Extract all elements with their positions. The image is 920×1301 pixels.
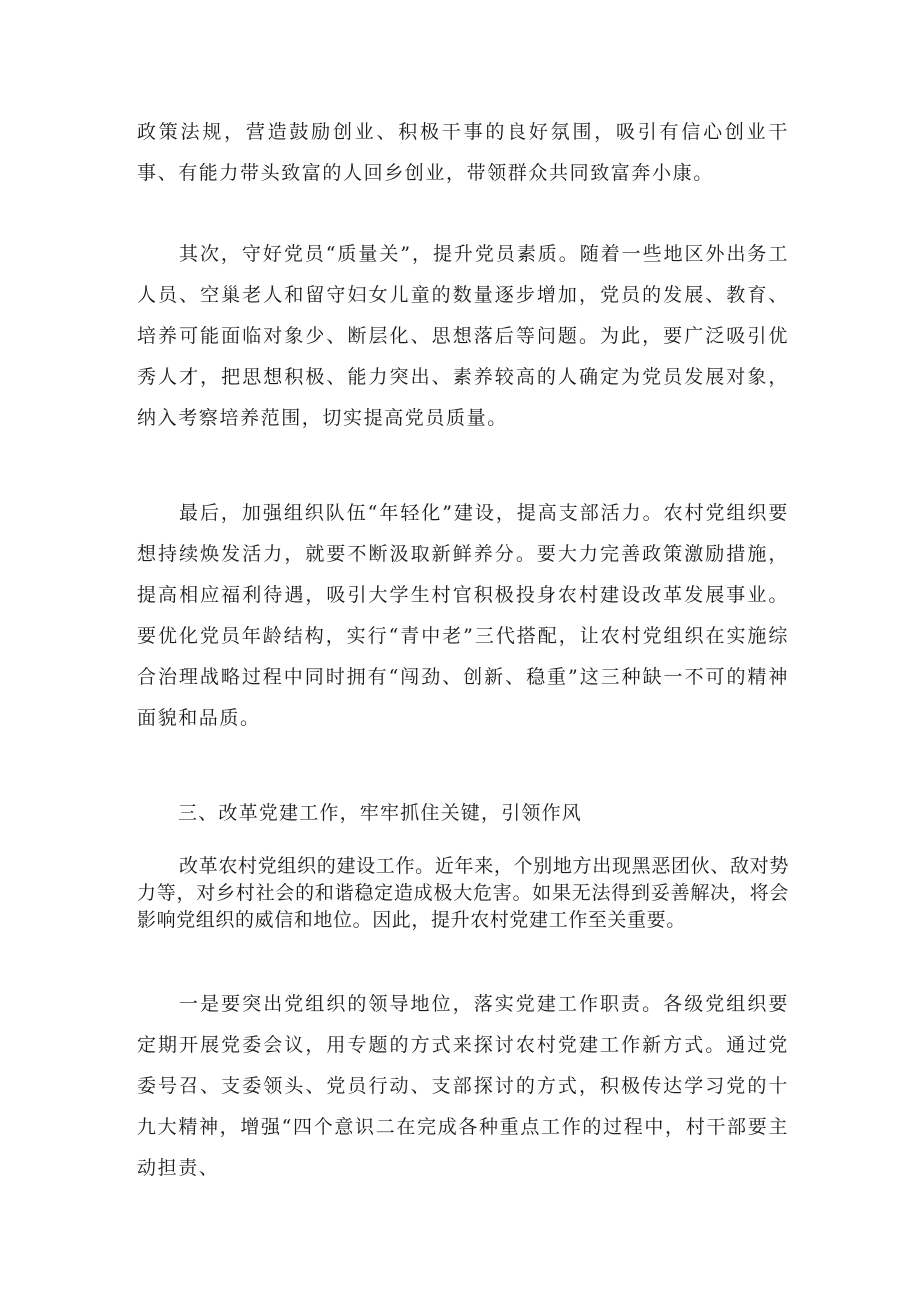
paragraph-policy-continuation: 政策法规，营造鼓励创业、积极干事的良好氛围，吸引有信心创业干事、有能力带头致富的人回乡创业，带领群众共同致富奔小康。 [137, 121, 789, 184]
paragraph-reform-rural-party: 改革农村党组织的建设工作。近年来，个别地方出现黑恶团伙、敌对势力等，对乡村社会的和谐稳定造成极大危害。如果无法得到妥善解决，将会影响党组织的威信和地位。因此，提升农村党建工作至关重要。 [137, 855, 789, 931]
paragraph-youth-organization: 最后，加强组织队伍“年轻化”建设，提高支部活力。农村党组织要想持续焕发活力，就要不断汲取新鲜养分。要大力完善政策激励措施，提高相应福利待遇，吸引大学生村官积极投身农村建设改革发展事业。要优化党员年龄结构，实行“青中老”三代搭配，让农村党组织在实施综合治理战略过程中同时拥有“闯劲、创新、稳重”这三种缺一不可的精神面貌和品质。 [137, 502, 789, 729]
paragraph-party-member-quality: 其次，守好党员“质量关”，提升党员素质。随着一些地区外出务工人员、空巢老人和留守妇女儿童的数量逐步增加，党员的发展、教育、培养可能面临对象少、断层化、思想落后等问题。为此，要广泛吸引优秀人才，把思想积极、能力突出、素养较高的人确定为党员发展对象，纳入考察培养范围，切实提高党员质量。 [137, 243, 789, 429]
paragraph-leadership-position: 一是要突出党组织的领导地位，落实党建工作职责。各级党组织要定期开展党委会议，用专题的方式来探讨农村党建工作新方式。通过党委号召、支委领头、党员行动、支部探讨的方式，积极传达学习党的十九大精神，增强“四个意识二在完成各种重点工作的过程中，村干部要主动担责、 [137, 993, 789, 1179]
section-heading-three: 三、改革党建工作，牢牢抓住关键，引领作风 [178, 802, 583, 824]
